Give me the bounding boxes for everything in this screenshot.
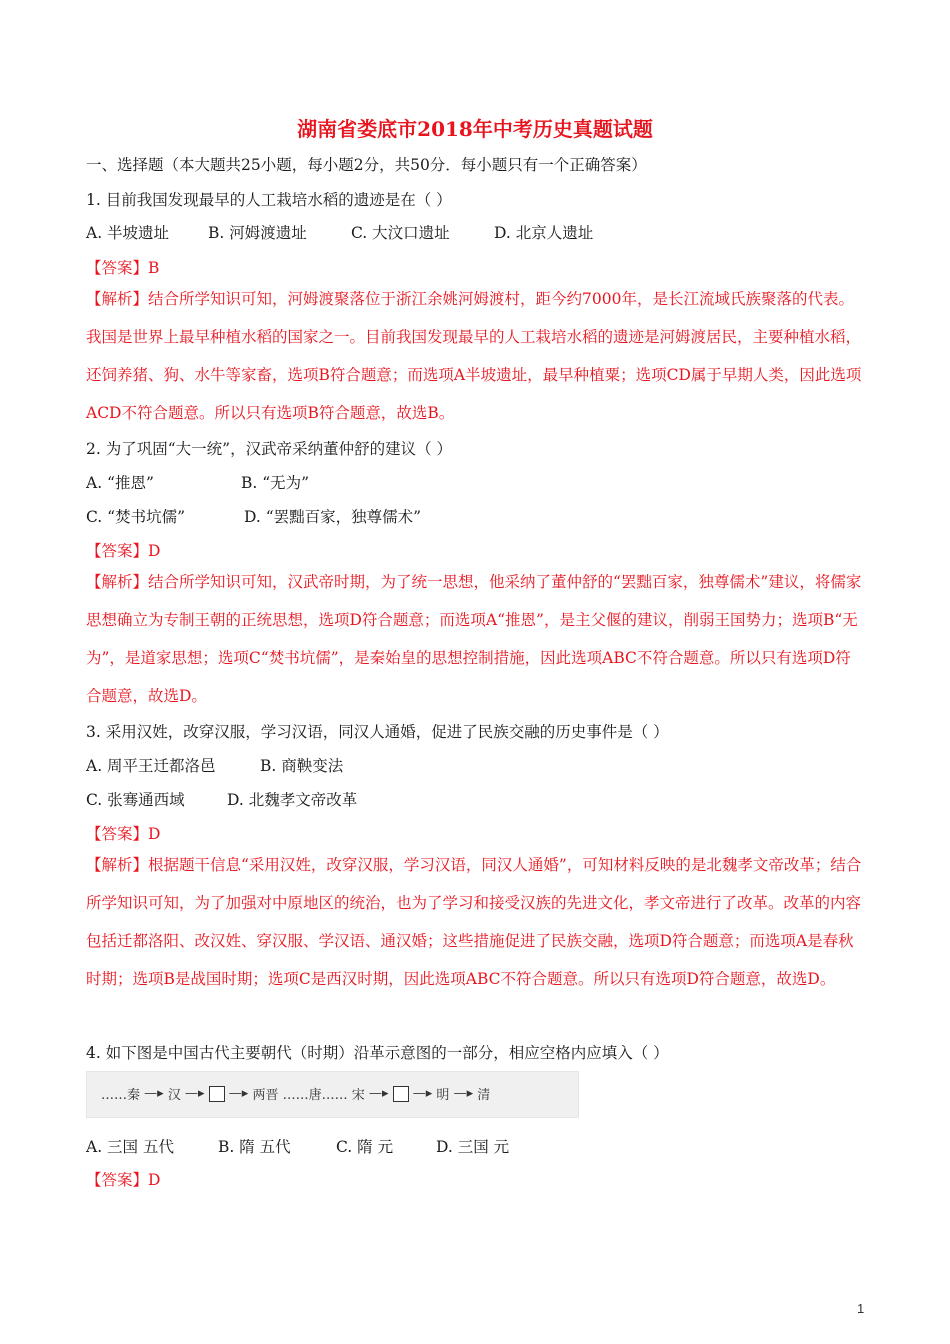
question-1-stem: 1. 目前我国发现最早的人工栽培水稻的遗迹是在（ ） <box>86 191 452 209</box>
option-d: D. 北魏孝文帝改革 <box>227 791 358 809</box>
arrow-icon: —▸ <box>453 1086 474 1101</box>
dynasty-qing: 清 <box>477 1088 491 1103</box>
question-3-explanation: 【解析】根据题干信息“采用汉姓，改穿汉服，学习汉语，同汉人通婚”，可知材料反映的是北魏孝文帝改革；结合所学知识可知，为了加强对中原地区的统治，也为了学习和接受汉族的先进文化，孝文帝进行了改革。改革的内容包括迁都洛阳、改汉姓、穿汉服、学汉语、通汉婚；这些措施促进了民族交融，选项D符合题意；而选项A是春秋时期；选项B是战国时期；选项C是西汉时期，因此选项ABC不符合题意。所以只有选项D符合题意，故选D。 <box>86 856 862 988</box>
dynasty-flow <box>101 1084 490 1103</box>
arrow-icon: —▸ <box>412 1086 433 1101</box>
option-b: B. 河姆渡遗址 <box>208 224 307 242</box>
dynasty-han: 汉 <box>167 1088 181 1103</box>
question-2-answer: 【答案】D <box>86 542 161 560</box>
question-2-explanation: 【解析】结合所学知识可知，汉武帝时期，为了统一思想，他采纳了董仲舒的“罢黜百家，独尊儒术”建议，将儒家思想确立为专制王朝的正统思想，选项D符合题意；而选项A“推恩”，是主父偃的建议，削弱王国势力；选项B“无为”，是道家思想；选项C“焚书坑儒”，是秦始皇的思想控制措施，因此选项ABC不符合题意。所以只有选项D符合题意，故选D。 <box>86 573 862 705</box>
option-b: B. 隋 五代 <box>218 1138 291 1156</box>
question-1-explanation: 【解析】结合所学知识可知，河姆渡聚落位于浙江余姚河姆渡村，距今约7000年，是长江流域氏族聚落的代表。我国是世界上最早种植水稻的国家之一。目前我国发现最早的人工栽培水稻的遗迹是河姆渡居民，主要种植水稻，还饲养猪、狗、水牛等家畜，选项B符合题意；而选项A半坡遗址，最早种植粟；选项CD属于早期人类，因此选项ACD不符合题意。所以只有选项B符合题意，故选B。 <box>86 290 862 422</box>
dynasty-qin: ……秦 <box>101 1088 141 1103</box>
question-1-options <box>86 221 593 243</box>
option-a: A. “推恩” <box>86 474 154 492</box>
option-a: A. 半坡遗址 <box>86 224 170 242</box>
option-d: D. 三国 元 <box>436 1138 510 1156</box>
arrow-icon: —▸ <box>368 1086 389 1101</box>
question-3-options-row2 <box>86 788 357 810</box>
dynasty-song: 宋 <box>351 1088 365 1103</box>
section-heading: 一、选择题（本大题共25小题，每小题2分，共50分．每小题只有一个正确答案） <box>86 156 647 174</box>
question-2-stem: 2. 为了巩固“大一统”，汉武帝采纳董仲舒的建议（ ） <box>86 440 452 458</box>
option-b: B. 商鞅变法 <box>260 757 344 775</box>
question-2-options-row2 <box>86 505 421 527</box>
question-4-options <box>86 1135 509 1157</box>
option-c: C. 大汶口遗址 <box>351 224 450 242</box>
page-number: 1 <box>857 1301 865 1316</box>
option-d: D. “罢黜百家，独尊儒术” <box>244 508 422 526</box>
option-a: A. 三国 五代 <box>86 1138 174 1156</box>
dynasty-timeline-figure <box>86 1071 579 1118</box>
question-3-stem: 3. 采用汉姓，改穿汉服，学习汉语，同汉人通婚，促进了民族交融的历史事件是（ ） <box>86 723 669 741</box>
option-c: C. 隋 元 <box>336 1138 394 1156</box>
page-title: 湖南省娄底市2018年中考历史真题试题 <box>297 117 653 141</box>
question-4-answer: 【答案】D <box>86 1171 161 1189</box>
dynasty-ming: 明 <box>436 1088 450 1103</box>
arrow-icon: —▸ <box>228 1086 249 1101</box>
blank-box-2 <box>393 1086 409 1102</box>
option-c: C. 张骞通西域 <box>86 791 185 809</box>
dynasty-tang: ……唐…… <box>282 1088 348 1103</box>
option-b: B. “无为” <box>241 474 310 492</box>
blank-box-1 <box>209 1086 225 1102</box>
option-c: C. “焚书坑儒” <box>86 508 186 526</box>
question-4-stem: 4. 如下图是中国古代主要朝代（时期）沿革示意图的一部分，相应空格内应填入（ ） <box>86 1044 669 1062</box>
question-1-answer: 【答案】B <box>86 259 160 277</box>
arrow-icon: —▸ <box>144 1086 164 1101</box>
question-2-options-row1 <box>86 471 309 493</box>
question-3-answer: 【答案】D <box>86 825 161 843</box>
arrow-icon: —▸ <box>184 1086 205 1101</box>
dynasty-liangjin: 两晋 <box>252 1088 279 1103</box>
question-3-options-row1 <box>86 754 343 776</box>
option-d: D. 北京人遗址 <box>494 224 594 242</box>
option-a: A. 周平王迁都洛邑 <box>86 757 216 775</box>
